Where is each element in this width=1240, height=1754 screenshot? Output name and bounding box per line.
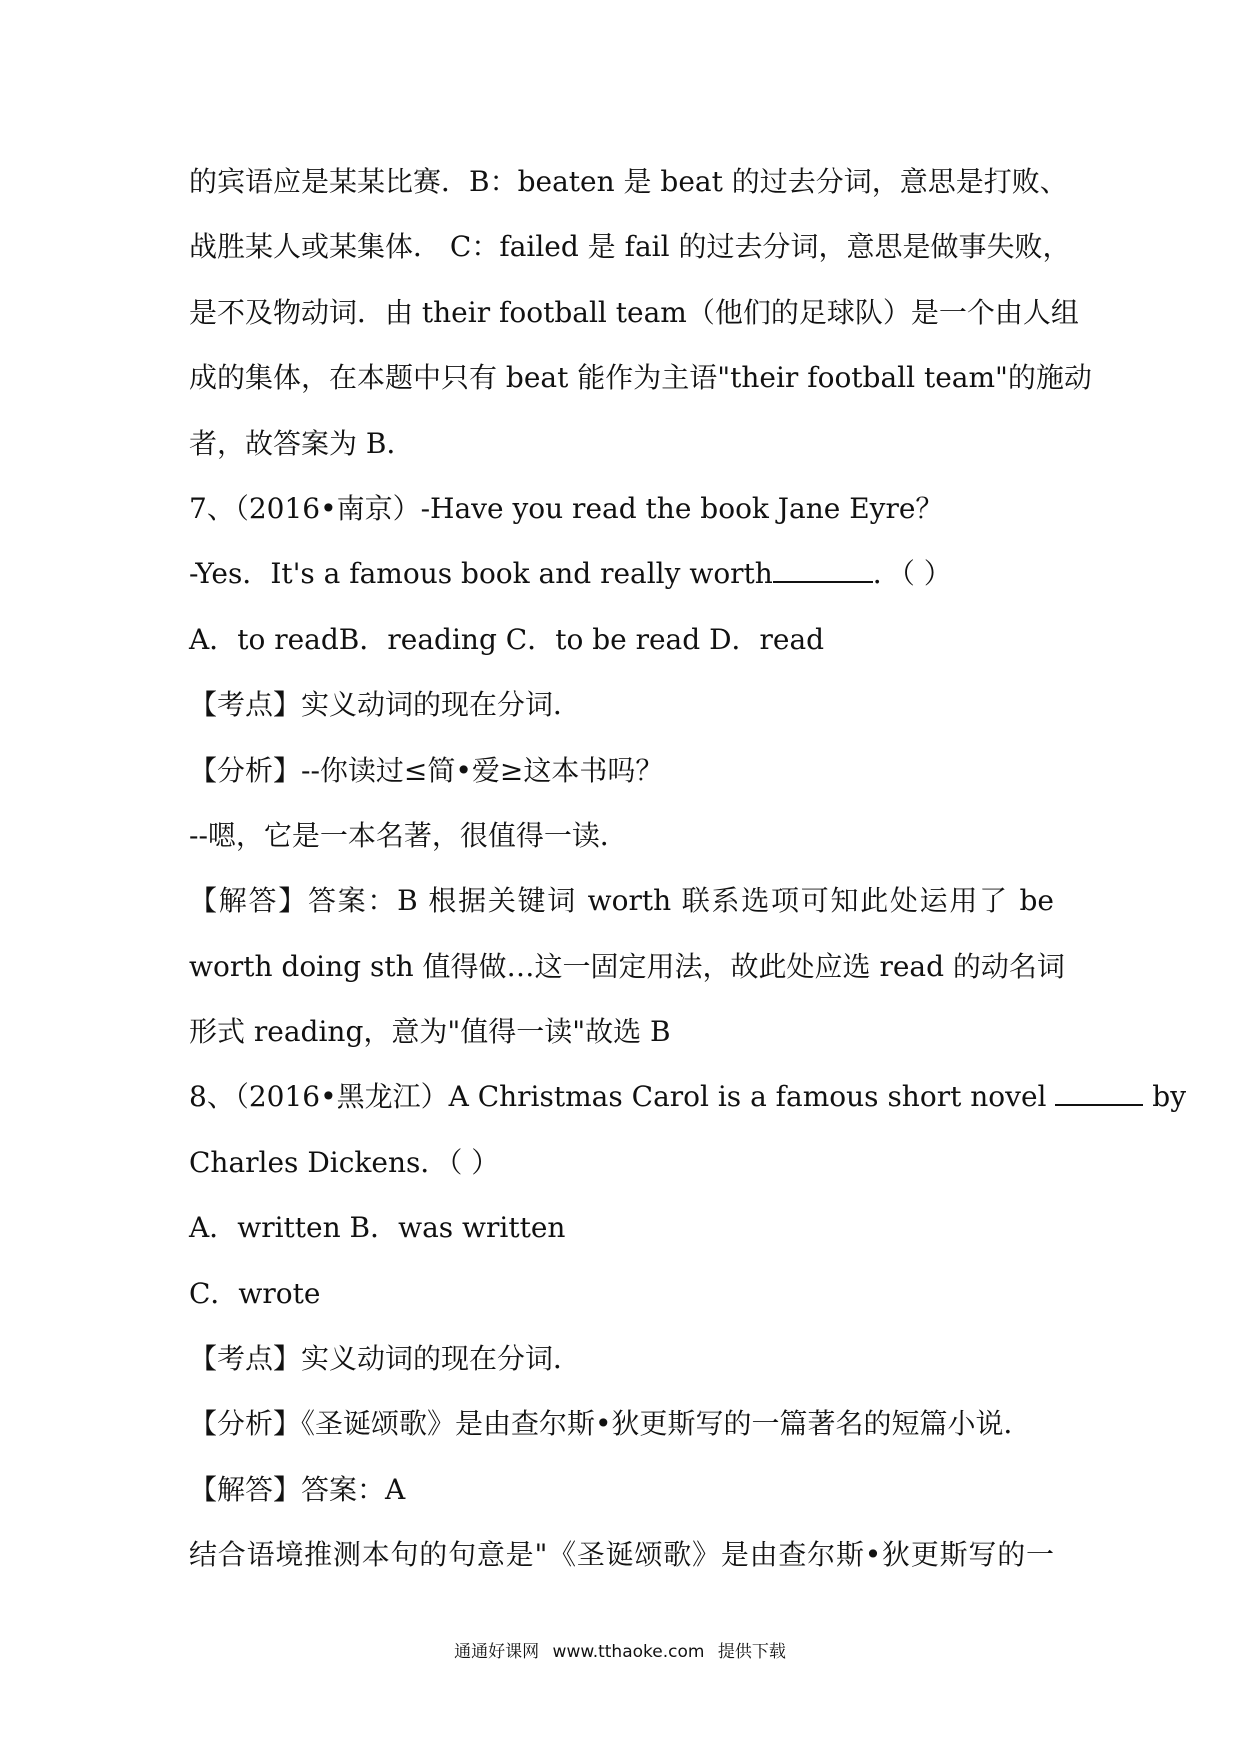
text-line: 是不及物动词．由 their football team（他们的足球队）是一个由人组 bbox=[189, 295, 1079, 329]
question-8-option-c: C．wrote bbox=[189, 1276, 321, 1310]
question-7-fenxi-cont: --嗯，它是一本名著，很值得一读． bbox=[189, 818, 628, 852]
question-8-explanation: 结合语境推测本句的句意是"《圣诞颂歌》是由查尔斯•狄更斯写的一 bbox=[189, 1538, 1054, 1572]
text-line: 战胜某人或某集体． C：failed 是 fail 的过去分词，意思是做事失败， bbox=[189, 230, 1071, 264]
question-8-options-ab: A．written B．was written bbox=[189, 1211, 566, 1245]
question-8-stem-part2: by bbox=[1152, 1080, 1187, 1114]
text-line: 者，故答案为 B． bbox=[189, 426, 415, 460]
question-8-stem-part1: 8、（2016•黑龙江）A Christmas Carol is a famous short novel bbox=[189, 1080, 1047, 1114]
question-7-options: A．to readB．reading C．to be read D．read bbox=[189, 622, 825, 656]
question-7-sentence-part2: ．（ ） bbox=[872, 557, 952, 591]
answer-blank bbox=[1055, 1078, 1143, 1106]
question-7-sentence bbox=[189, 552, 1054, 617]
text-line: 成的集体，在本题中只有 beat 能作为主语"their football team"的施动 bbox=[189, 361, 1092, 395]
question-7-jieda-cont: worth doing sth 值得做…这一固定用法，故此处应选 read 的动名词 bbox=[189, 949, 1065, 983]
question-7-fenxi: 【分析】--你读过≤简•爱≥这本书吗？ bbox=[189, 753, 664, 787]
question-8-kaodian: 【考点】实义动词的现在分词． bbox=[189, 1342, 582, 1376]
question-8-jieda: 【解答】答案：A bbox=[189, 1472, 406, 1506]
question-7-kaodian: 【考点】实义动词的现在分词． bbox=[189, 688, 582, 722]
question-8-stem-cont: Charles Dickens．（ ） bbox=[189, 1145, 500, 1179]
answer-blank bbox=[773, 555, 873, 583]
question-7-jieda-end: 形式 reading，意为"值得一读"故选 B bbox=[189, 1015, 671, 1049]
footer-url: www.tthaoke.com bbox=[552, 1642, 705, 1662]
question-8-stem bbox=[189, 1075, 1187, 1140]
footer-site-name: 通通好课网 bbox=[454, 1642, 540, 1662]
document-body bbox=[189, 160, 1187, 1599]
question-8-fenxi: 【分析】《圣诞颂歌》是由查尔斯•狄更斯写的一篇著名的短篇小说． bbox=[189, 1407, 1032, 1441]
question-7-jieda: 【解答】答案：B 根据关键词 worth 联系选项可知此处运用了 be bbox=[189, 884, 1054, 918]
page-footer bbox=[0, 1637, 1240, 1662]
question-7-sentence-part1: -Yes．It's a famous book and really worth bbox=[189, 557, 773, 591]
question-7-stem: 7、（2016•南京）-Have you read the book Jane Eyre？ bbox=[189, 491, 944, 525]
footer-note: 提供下载 bbox=[717, 1642, 786, 1662]
text-line: 的宾语应是某某比赛．B：beaten 是 beat 的过去分词，意思是打败、 bbox=[189, 165, 1068, 198]
